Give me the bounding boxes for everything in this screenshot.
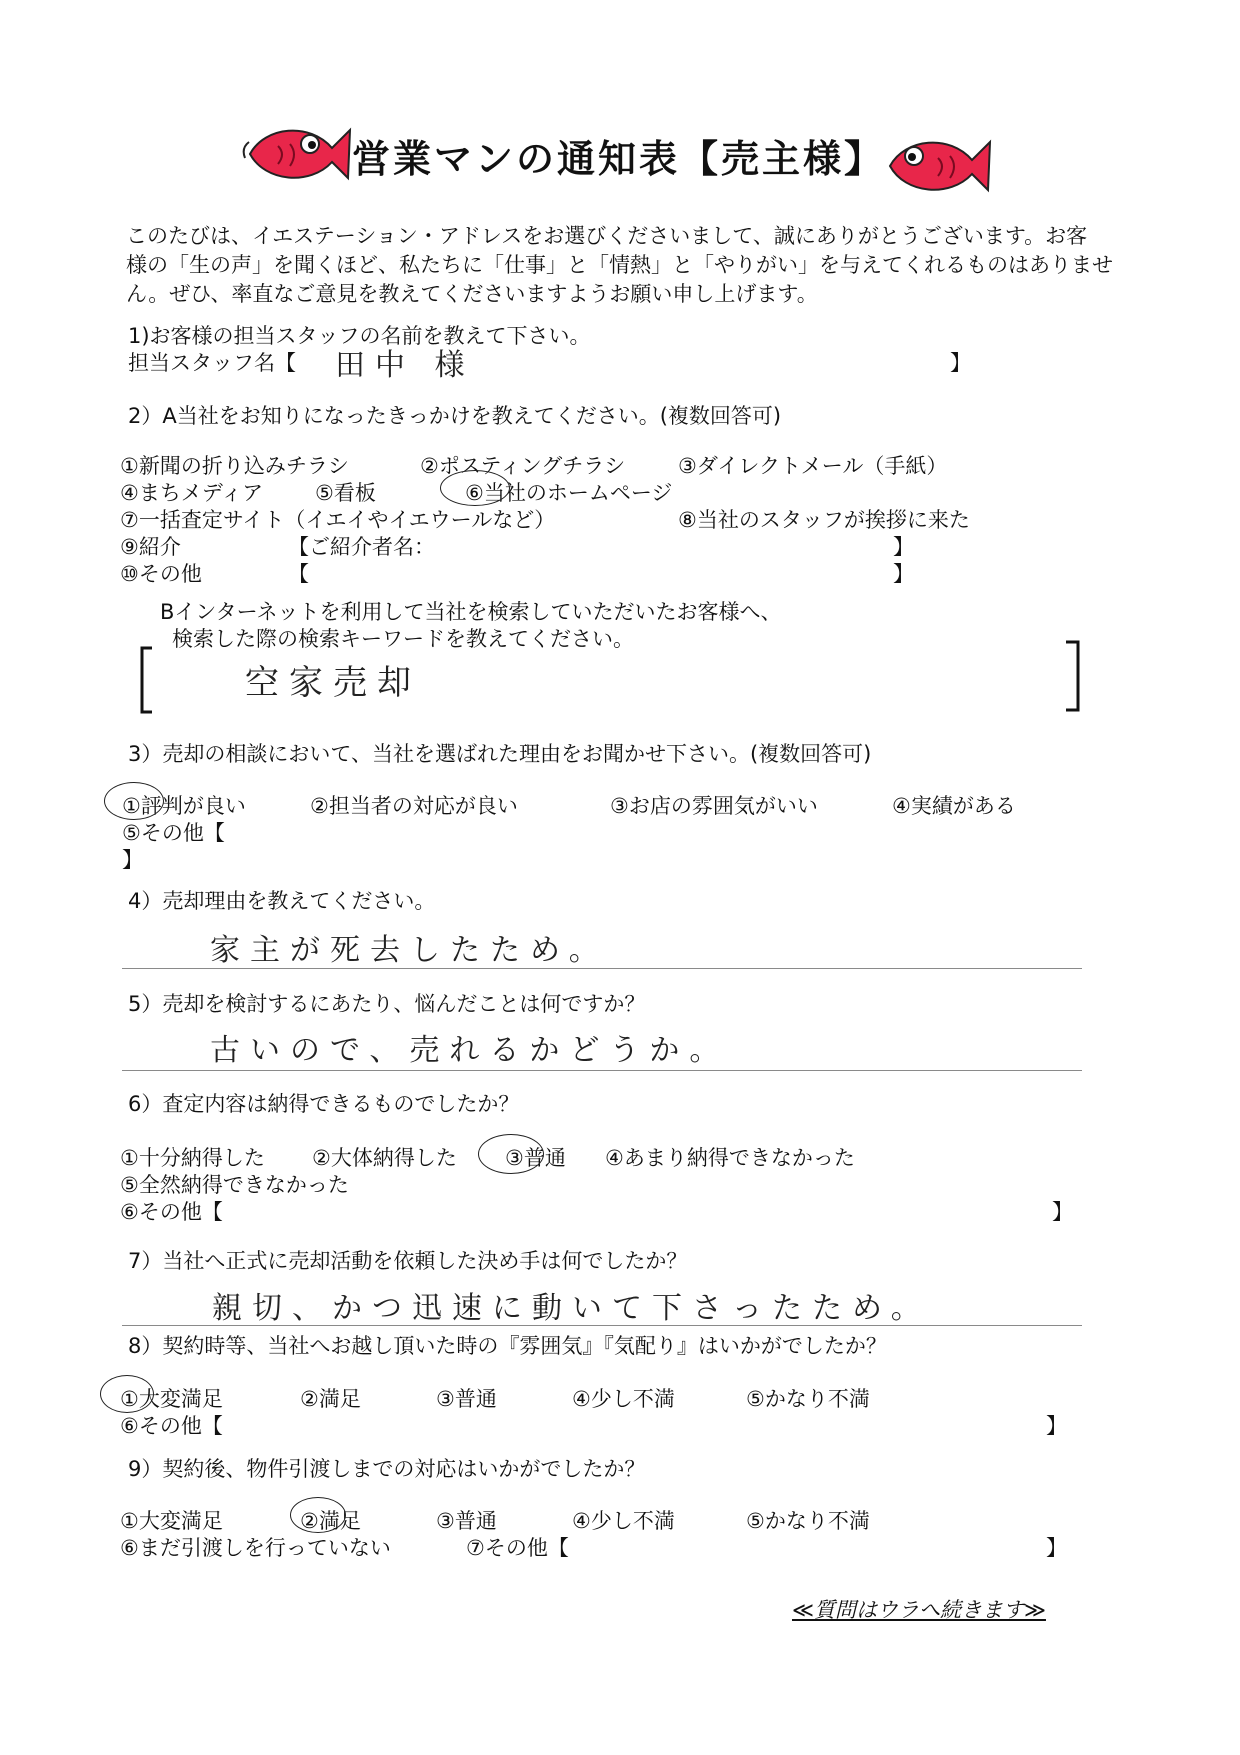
q7-answer-line <box>122 1325 1082 1326</box>
q4-answer: 家主が死去したため。 <box>210 933 609 968</box>
q9-close-bracket: 】 <box>1046 1536 1067 1560</box>
q8-option-6: ⑥その他【 <box>120 1414 223 1438</box>
q6-option-4: ④あまり納得できなかった <box>605 1146 855 1170</box>
q1-staff-answer: 田中 様 <box>335 348 475 383</box>
intro-line-1: このたびは、イエステーション・アドレスをお選びくださいまして、誠にありがとうございます。お客 <box>126 224 1088 248</box>
q9-option-2-circle-mark <box>290 1497 346 1533</box>
q6-option-3: ③普通 <box>505 1146 566 1170</box>
q8-option-1: ①大変満足 <box>120 1387 223 1411</box>
q2b-keyword-answer: 空家売却 <box>245 663 421 703</box>
q2-option-7: ⑦一括査定サイト（イエイやイエウールなど） <box>120 508 556 532</box>
q4-answer-line <box>122 968 1082 969</box>
q2-option-8: ⑧当社のスタッフが挨拶に来た <box>678 508 970 532</box>
q6-option-2: ②大体納得した <box>312 1146 457 1170</box>
q6-option-3-circle-mark <box>478 1134 544 1174</box>
q9-option-3: ③普通 <box>436 1509 497 1533</box>
q3-close-bracket: 】 <box>122 848 143 872</box>
intro-line-3: ん。ぜひ、率直なご意見を教えてくださいますようお願い申し上げます。 <box>126 282 818 306</box>
fish-mascot-right-icon <box>880 130 995 202</box>
q9-option-5: ⑤かなり不満 <box>746 1509 870 1533</box>
q2-option-3: ③ダイレクトメール（手紙） <box>678 454 948 478</box>
q5-answer: 古いので、売れるかどうか。 <box>210 1033 730 1068</box>
q9-option-7: ⑦その他【 <box>466 1536 569 1560</box>
q6-close-bracket: 】 <box>1052 1200 1073 1224</box>
q1-close-bracket: 】 <box>950 351 971 375</box>
continue-note: ≪質問はウラへ続きます≫ <box>792 1598 1046 1622</box>
q2-option-1: ①新聞の折り込みチラシ <box>120 454 349 478</box>
q9-option-2: ②満足 <box>300 1509 361 1533</box>
q2-referrer-label: 【ご紹介者名： <box>288 535 435 559</box>
q1-staff-label: 担当スタッフ名【 <box>128 351 296 375</box>
q2-option-6-circle-mark <box>440 470 510 506</box>
q2-referrer-close: 】 <box>893 535 914 559</box>
q2-option-5: ⑤看板 <box>315 481 376 505</box>
q7-question: 7）当社へ正式に売却活動を依頼した決め手は何でしたか？ <box>128 1249 688 1273</box>
q8-option-4: ④少し不満 <box>572 1387 675 1411</box>
q2-option-4: ④まちメディア <box>120 481 264 505</box>
page-title: 営業マンの通知表【売主様】 <box>352 137 886 181</box>
q8-close-bracket: 】 <box>1046 1414 1067 1438</box>
q7-answer: 親切、かつ迅速に動いて下さったため。 <box>212 1291 931 1326</box>
q9-option-6: ⑥まだ引渡しを行っていない <box>120 1536 391 1560</box>
q5-question: 5）売却を検討するにあたり、悩んだことは何ですか？ <box>128 992 646 1016</box>
q6-question: 6）査定内容は納得できるものでしたか？ <box>128 1092 520 1116</box>
q9-option-4: ④少し不満 <box>572 1509 675 1533</box>
q2-question: 2）A当社をお知りになったきっかけを教えてください。(複数回答可) <box>128 404 782 428</box>
fish-mascot-left-icon <box>240 118 355 190</box>
q6-option-6: ⑥その他【 <box>120 1200 223 1224</box>
q3-option-1-circle-mark <box>104 782 164 820</box>
q6-option-1: ①十分納得した <box>120 1146 265 1170</box>
q5-answer-line <box>122 1070 1082 1071</box>
q2-option-2: ②ポスティングチラシ <box>420 454 626 478</box>
q8-option-2: ②満足 <box>300 1387 361 1411</box>
q8-option-5: ⑤かなり不満 <box>746 1387 870 1411</box>
q2-option-10: ⑩その他 <box>120 562 202 586</box>
q2b-line-2: 検索した際の検索キーワードを教えてください。 <box>172 627 634 651</box>
q2b-line-1: Bインターネットを利用して当社を検索していただいたお客様へ、 <box>160 600 782 624</box>
q3-option-2: ②担当者の対応が良い <box>310 794 518 818</box>
q3-option-1: ①評判が良い <box>122 794 246 818</box>
q8-question: 8）契約時等、当社へお越し頂いた時の『雰囲気』『気配り』はいかがでしたか？ <box>128 1334 887 1358</box>
q2-option-9: ⑨紹介 <box>120 535 181 559</box>
q3-option-4: ④実績がある <box>892 794 1016 818</box>
intro-line-2: 様の「生の声」を聞くほど、私たちに「仕事」と「情熱」と「やりがい」を与えてくれるものはありませ <box>126 253 1113 277</box>
q4-question: 4）売却理由を教えてください。 <box>128 889 436 913</box>
q8-option-3: ③普通 <box>436 1387 497 1411</box>
q1-question: 1)お客様の担当スタッフの名前を教えて下さい。 <box>128 324 591 348</box>
q2-other-open: 【 <box>288 562 309 586</box>
q9-option-1: ①大変満足 <box>120 1509 223 1533</box>
q2-option-6: ⑥当社のホームページ <box>465 481 673 505</box>
q3-option-3: ③お店の雰囲気がいい <box>610 794 818 818</box>
q3-question: 3）売却の相談において、当社を選ばれた理由をお聞かせ下さい。(複数回答可) <box>128 742 872 766</box>
q6-option-5: ⑤全然納得できなかった <box>120 1173 349 1197</box>
q3-option-5: ⑤その他【 <box>122 821 225 845</box>
q2-other-close: 】 <box>893 562 914 586</box>
q9-question: 9）契約後、物件引渡しまでの対応はいかがでしたか？ <box>128 1457 646 1481</box>
q8-option-1-circle-mark <box>100 1375 154 1413</box>
